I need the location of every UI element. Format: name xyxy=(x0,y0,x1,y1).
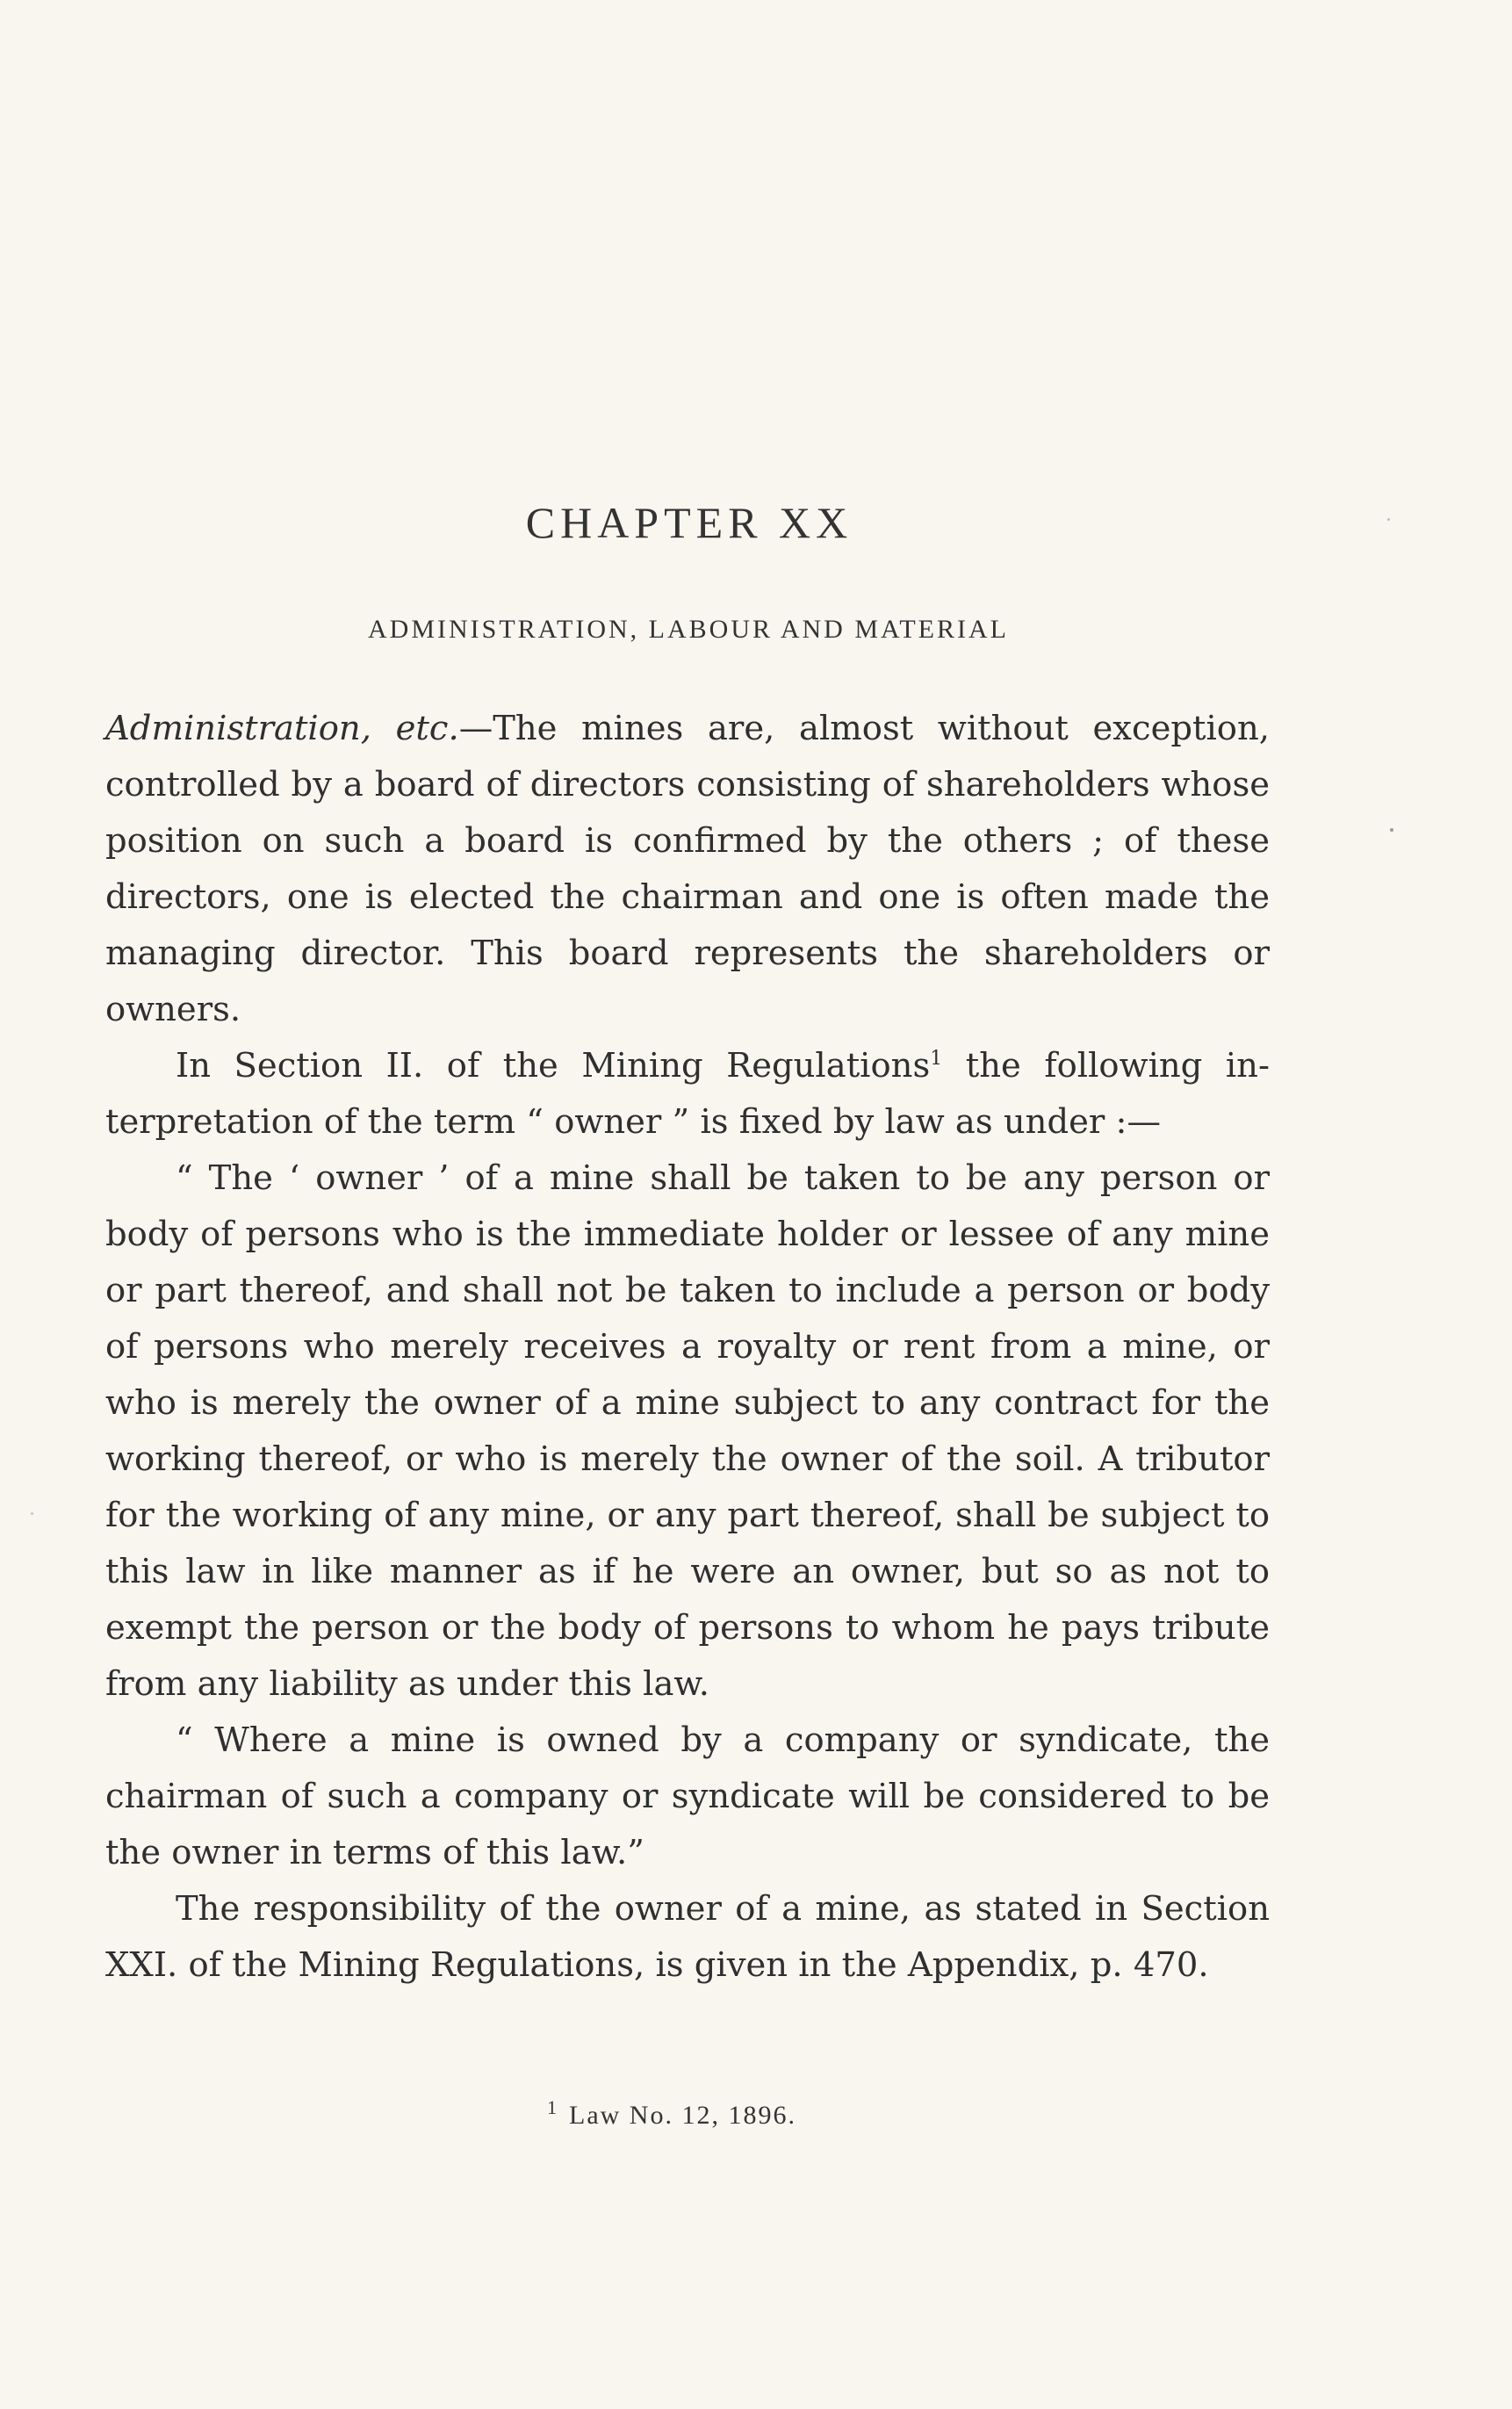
paragraph-section-ii xyxy=(105,1038,1270,1150)
paragraph-owner-definition xyxy=(105,1150,1270,1713)
paper-speck xyxy=(1387,518,1390,521)
paragraph-text: “ Where a mine is owned by a company or syndicate, the chairman of such a company or syndicate will be considered to be the owner in terms of this law.” xyxy=(105,1720,1270,1872)
paragraph-administration xyxy=(105,701,1270,1038)
paragraph-text: The responsibility of the owner of a mine, as stated in Section XXI. of the Mining Regulations, is given in the Appendix, p. 470. xyxy=(105,1889,1270,1985)
paragraph-text: “ The ‘ owner ’ of a mine shall be taken to be any person or body of persons who is the immediate holder or lessee of any mine or part thereof, and shall not be taken to include a person or body of persons who merely receives a royalty or rent from a mine, or who is merely the owner of a mine subject to any contract for the working thereof, or who is merely the owner of the soil. A tributor for the working of any mine, or any part thereof, shall be subject to this law in like manner as if he were an owner, but so as not to exempt the person or the body of persons to whom he pays tribute from any liability as under this law. xyxy=(105,1158,1270,1704)
footnote xyxy=(0,2096,1343,2131)
chapter-subtitle: ADMINISTRATION, LABOUR AND MATERIAL xyxy=(368,615,1009,644)
paper-speck xyxy=(31,1512,33,1515)
paragraph-responsibility xyxy=(105,1881,1270,1994)
run-in-heading: Administration, etc. xyxy=(105,709,459,748)
paragraph-company-owner xyxy=(105,1713,1270,1881)
paragraph-text: the following interpretation of the term “ owner ” is fixed by law as under :— xyxy=(105,1046,1270,1142)
paragraph-text: —The mines are, almost without exception, controlled by a board of directors consisting of shareholders whose position on such a board is confirmed by the others ; of these directors, one is elected the chairman and one is often made the managing director. This board represents the shareholders or owners. xyxy=(105,709,1270,1029)
footnote-reference: 1 xyxy=(930,1048,943,1071)
chapter-title: CHAPTER XX xyxy=(525,498,853,547)
body-text xyxy=(105,701,1270,1994)
footnote-text: Law No. 12, 1896. xyxy=(569,2101,796,2130)
paper-speck xyxy=(1390,828,1393,832)
paragraph-text: In Section II. of the Mining Regulations xyxy=(176,1046,931,1085)
footnote-marker: 1 xyxy=(547,2096,558,2118)
